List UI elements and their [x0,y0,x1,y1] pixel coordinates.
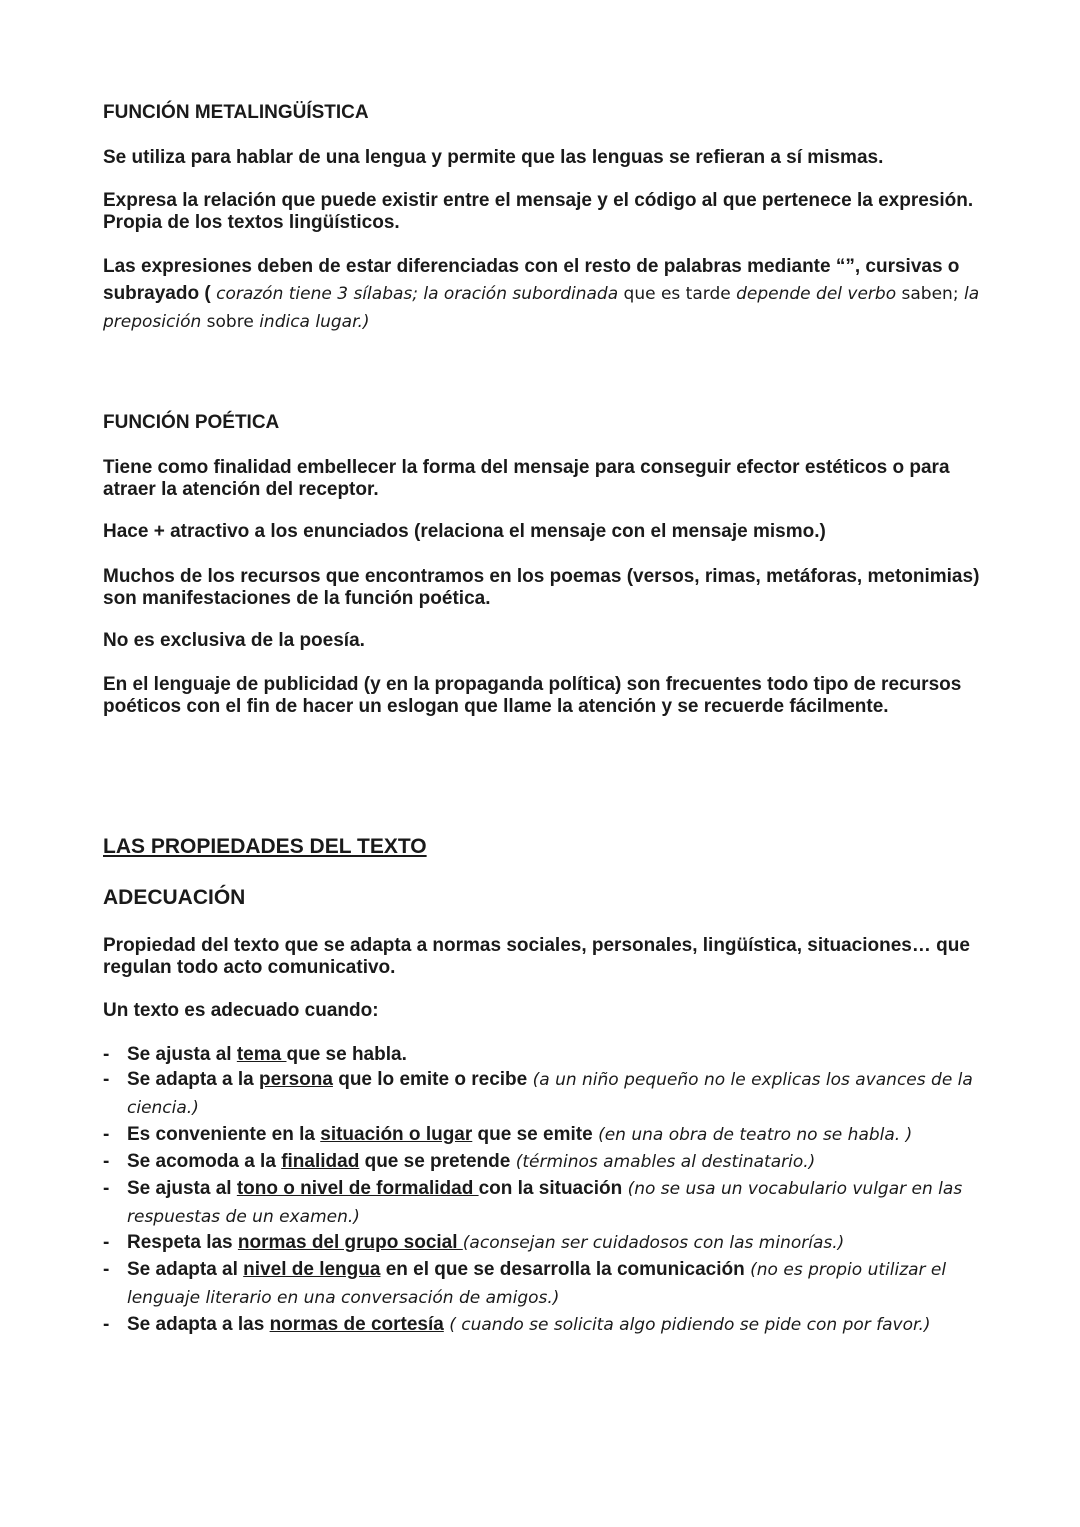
paragraph: Propiedad del texto que se adapta a normas sociales, personales, lingüística, situaciones… que regulan todo acto comunicativo. [103,935,970,978]
item-text: Se adapta a las [127,1314,270,1335]
item-underlined-term: persona [259,1069,333,1090]
paragraph-with-examples [103,253,983,336]
item-example: (no es propio utilizar el lenguaje literario en una conversación de amigos.) [127,1260,947,1308]
paragraph: Se utiliza para hablar de una lengua y permite que las lenguas se refieran a sí mismas. [103,147,884,168]
item-example: ( cuando se solicita algo pidiendo se pide con por favor.) [443,1315,931,1335]
list-dash: - [103,1069,110,1090]
list-item [103,1175,983,1231]
list-dash: - [103,1124,110,1145]
item-text: que se pretende [359,1151,511,1172]
section-title-metalinguistica: FUNCIÓN METALINGÜÍSTICA [103,102,369,123]
example-normal: sobre [201,312,260,332]
subsection-title-adecuacion: ADECUACIÓN [103,886,246,909]
paragraph: Tiene como finalidad embellecer la forma del mensaje para conseguir efector estéticos o para atraer la atención del receptor. [103,457,950,500]
item-text: en el que se desarrolla la comunicación [380,1259,745,1280]
item-underlined-term: tono o nivel de formalidad [236,1178,479,1199]
section-title-propiedades: LAS PROPIEDADES DEL TEXTO [103,835,427,858]
paragraph: Expresa la relación que puede existir entre el mensaje y el código al que pertenece la expresión. Propia de los textos lingüísticos. [103,190,974,233]
item-example: (en una obra de teatro no se habla. ) [592,1125,913,1145]
item-text: Se ajusta al [127,1044,237,1065]
item-underlined-term: nivel de lengua [243,1259,381,1280]
example-normal: que es tarde [618,284,737,304]
item-example: (no se usa un vocabulario vulgar en las respuestas de un examen.) [127,1179,963,1227]
paragraph: Un texto es adecuado cuando: [103,1000,379,1021]
item-text: con la situación [478,1178,623,1199]
paragraph: En el lenguaje de publicidad (y en la propaganda política) son frecuentes todo tipo de recursos poéticos con el fin de hacer un eslogan que llame la atención y se recuerde fácilmente. [103,674,962,717]
list-item [103,1256,983,1312]
item-text: Se adapta a la [127,1069,260,1090]
list-item [103,1148,983,1176]
example-italic: la preposición [103,284,980,332]
list-item [103,1066,983,1122]
item-underlined-term: finalidad [281,1151,360,1172]
item-text: Es conveniente en la [127,1124,321,1145]
example-normal: saben; [896,284,964,304]
list-dash: - [103,1232,110,1253]
list-item [103,1041,983,1069]
paragraph-bold-text: Las expresiones deben de estar diferenciadas con el resto de palabras mediante “”, cursivas o subrayado ( [103,256,960,304]
item-underlined-term: normas del grupo social [237,1232,463,1253]
example-italic: indica lugar.) [259,312,370,332]
item-text: Se ajusta al [127,1178,237,1199]
list-dash: - [103,1178,110,1199]
item-text: que se habla. [286,1044,407,1065]
list-dash: - [103,1044,110,1065]
item-text: que se emite [472,1124,593,1145]
item-text: Respeta las [127,1232,238,1253]
item-example: (términos amables al destinatario.) [510,1152,816,1172]
paragraph: Muchos de los recursos que encontramos en los poemas (versos, rimas, metáforas, metonimias) son manifestaciones de la función poética. [103,566,980,609]
list-item [103,1229,983,1257]
item-underlined-term: normas de cortesía [269,1314,444,1335]
list-dash: - [103,1259,110,1280]
item-text: Se acomoda a la [127,1151,282,1172]
list-dash: - [103,1314,110,1335]
list-item [103,1121,983,1149]
item-underlined-term: situación o lugar [320,1124,473,1145]
item-text: que lo emite o recibe [332,1069,528,1090]
list-item [103,1311,983,1339]
paragraph: No es exclusiva de la poesía. [103,630,365,651]
item-example: (aconsejan ser cuidadosos con las minorías.) [462,1233,845,1253]
paragraph: Hace + atractivo a los enunciados (relaciona el mensaje con el mensaje mismo.) [103,521,826,542]
section-title-poetica: FUNCIÓN POÉTICA [103,412,280,433]
item-text: Se adapta al [127,1259,244,1280]
item-underlined-term: tema [236,1044,287,1065]
example-italic: depende del verbo [736,284,897,304]
example-italic: corazón tiene 3 sílabas; la oración subordinada [210,284,619,304]
item-example: (a un niño pequeño no le explicas los avances de la ciencia.) [127,1070,973,1118]
list-dash: - [103,1151,110,1172]
